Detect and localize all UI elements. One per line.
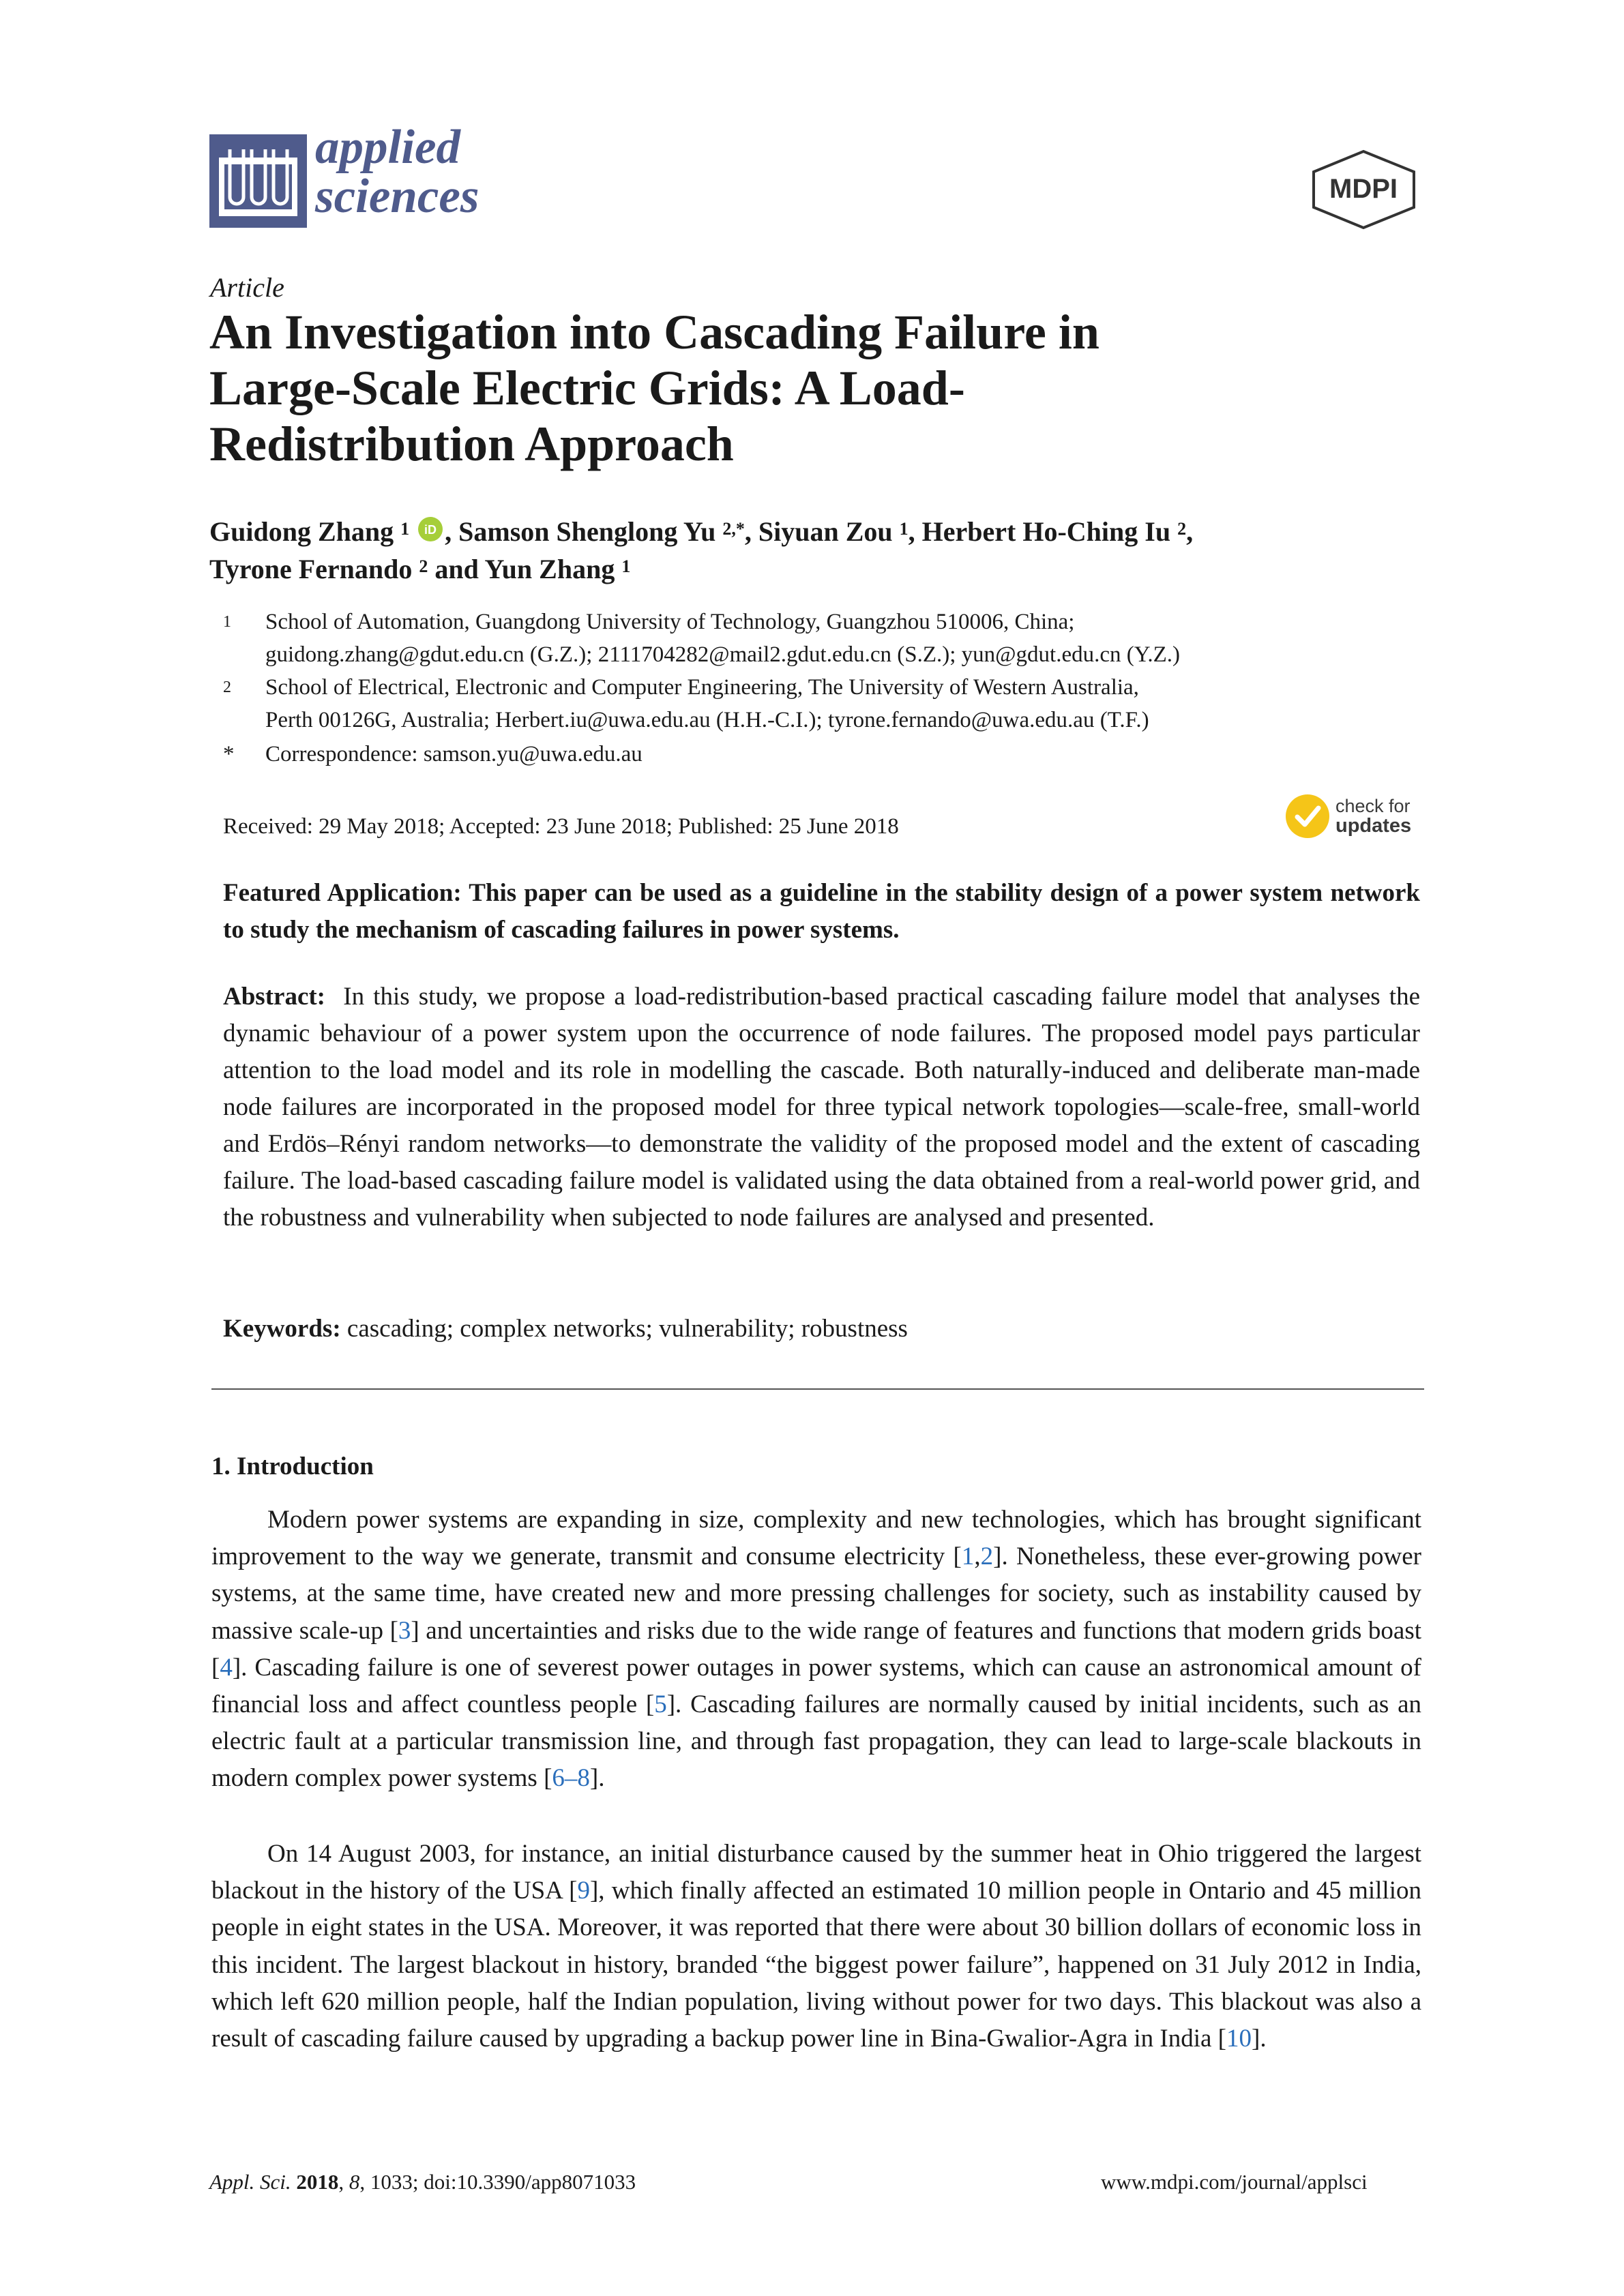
mdpi-logo-text: MDPI: [1329, 174, 1398, 204]
journal-logo-icon: [209, 134, 307, 228]
affiliation-emails[interactable]: guidong.zhang@gdut.edu.cn (G.Z.); 2111704282@mail2.gdut.edu.cn (S.Z.); yun@gdut.edu.cn (Y.Z.): [265, 642, 1180, 667]
keywords-text: cascading; complex networks; vulnerability; robustness: [346, 1315, 908, 1343]
svg-text:iD: iD: [424, 523, 437, 537]
footer-journal: Appl. Sci.: [209, 2170, 291, 2194]
correspondence-mark: *: [223, 742, 235, 766]
journal-name: [315, 123, 479, 221]
citation-link[interactable]: 4: [220, 1653, 233, 1682]
citation-link[interactable]: 10: [1226, 2025, 1252, 2053]
citation-link[interactable]: 1: [961, 1542, 975, 1571]
author-name[interactable]: Siyuan Zou: [758, 516, 893, 547]
check-for-updates-label: [1335, 796, 1411, 836]
affiliation-mark: 1: [223, 613, 231, 631]
affiliation-line: School of Electrical, Electronic and Computer Engineering, The University of Western Australia,: [265, 675, 1139, 700]
affiliation-emails[interactable]: Perth 00126G, Australia; Herbert.iu@uwa.edu.au (H.H.-C.I.); tyrone.fernando@uwa.edu.au (T.F.): [265, 708, 1149, 732]
affiliation: [223, 606, 1451, 671]
author-name[interactable]: Guidong Zhang: [209, 516, 394, 547]
author-affiliation: 1: [899, 519, 909, 539]
check-line1: check for: [1335, 796, 1411, 816]
keywords-label: Keywords:: [223, 1315, 341, 1343]
paper-title: An Investigation into Cascading Failure in Large-Scale Electric Grids: A Load-Redistribution Approach: [209, 305, 1099, 471]
intro-paragraph-2: On 14 August 2003, for instance, an initial disturbance caused by the summer heat in Ohio triggered the largest blackout in the history of the USA [9], which finally affected an estimated 10 million people in Ontario and 45 million people in eight states in the USA. Moreover, it was reported that there were about 30 billion dollars of economic loss in this incident. The largest blackout in history, branded “the biggest power failure”, happened on 31 July 2012 in India, which left 620 million people, half the Indian population, living without power for two days. This blackout was also a result of cascading failure caused by upgrading a backup power line in Bina-Gwalior-Agra in India [10].: [211, 1840, 1421, 2053]
check-line2: updates: [1335, 815, 1412, 837]
mdpi-logo[interactable]: [1308, 149, 1419, 230]
abstract-text: In this study, we propose a load-redistribution-based practical cascading failure model that analyses the dynamic behaviour of a power system upon the occurrence of node failures. The proposed model pays particular attention to the load model and its role in modelling the cascade. Both naturally-induced and deliberate man-made node failures are incorporated in the proposed model for three typical network topologies—scale-free, small-world and Erdös–Rényi random networks—to demonstrate the validity of the proposed model and the extent of cascading failure. The load-based cascading failure model is validated using the data obtained from a real-world power grid, and the robustness and vulnerability when subjected to node failures are analysed and presented.: [223, 983, 1420, 1232]
section-heading: 1. Introduction: [211, 1452, 374, 1480]
correspondence-text[interactable]: Correspondence: samson.yu@uwa.edu.au: [265, 742, 643, 766]
footer-volume: 8: [349, 2170, 360, 2194]
publication-dates: Received: 29 May 2018; Accepted: 23 June 2018; Published: 25 June 2018: [223, 814, 899, 839]
author-name[interactable]: Herbert Ho-Ching Iu: [921, 516, 1171, 547]
author-list: Guidong Zhang $^1$ iD , Samson Shenglong Yu $^{2,*}$, Siyuan Zou $^1$, Herbert Ho-Ching Iu $^2$, Tyrone Fernando $^2$ and Yun Zhang $^1$: [209, 516, 1194, 584]
author-affiliation: 1: [621, 556, 631, 576]
featured-application: Featured Application: This paper can be used as a guideline in the stability design of a power system network to study the mechanism of cascading failures in power systems.: [223, 879, 1420, 944]
author-name[interactable]: Yun Zhang: [484, 554, 615, 584]
author-name[interactable]: Tyrone Fernando: [209, 554, 413, 584]
citation-link[interactable]: 3: [398, 1616, 411, 1645]
journal-name-line1: applied: [315, 121, 460, 174]
citation-link[interactable]: 6–8: [552, 1764, 590, 1793]
author-name[interactable]: Samson Shenglong Yu: [458, 516, 716, 547]
section-divider: [211, 1388, 1424, 1390]
abstract: [223, 979, 1420, 1236]
footer-citation: Appl. Sci. 2018, 8, 1033; doi:10.3390/app8071033: [209, 2170, 636, 2194]
keywords: [223, 1311, 1420, 1347]
affiliation-line: School of Automation, Guangdong University of Technology, Guangzhou 510006, China;: [265, 610, 1075, 634]
author-affiliation: 2,*: [722, 519, 745, 539]
abstract-label: Abstract:: [223, 983, 326, 1011]
checkmark-icon: [1284, 792, 1331, 840]
orcid-icon[interactable]: [417, 516, 443, 542]
journal-name-line2: sciences: [315, 170, 479, 223]
article-type: Article: [210, 272, 284, 303]
citation-link[interactable]: 2: [980, 1542, 994, 1571]
author-affiliation: 2: [1177, 519, 1187, 539]
citation-link[interactable]: 9: [577, 1877, 590, 1905]
author-affiliation: 2: [419, 556, 428, 576]
check-for-updates-badge[interactable]: [1284, 792, 1427, 847]
footer-year: 2018: [296, 2170, 339, 2194]
author-affiliation: 1: [400, 519, 410, 539]
footer-doi[interactable]: , 1033; doi:10.3390/app8071033: [359, 2170, 636, 2194]
footer-url[interactable]: www.mdpi.com/journal/applsci: [1101, 2170, 1368, 2194]
affiliation: [223, 671, 1451, 736]
citation-link[interactable]: 5: [654, 1690, 667, 1719]
intro-paragraph-1: Modern power systems are expanding in size, complexity and new technologies, which has brought significant improvement to the way we generate, transmit and consume electricity [1,2]. Nonetheless, these ever-growing power systems, at the same time, have created new and more pressing challenges for society, such as instability caused by massive scale-up [3] and uncertainties and risks due to the wide range of features and functions that modern grids boast [4]. Cascading failure is one of severest power outages in power systems, which can cause an astronomical amount of financial loss and affect countless people [5]. Cascading failures are normally caused by initial incidents, such as an electric fault at a particular transmission line, and through fast propagation, they can lead to large-scale blackouts in modern complex power systems [6–8].: [211, 1506, 1422, 1793]
affiliation-mark: 2: [223, 679, 231, 696]
correspondence: [223, 738, 1451, 771]
